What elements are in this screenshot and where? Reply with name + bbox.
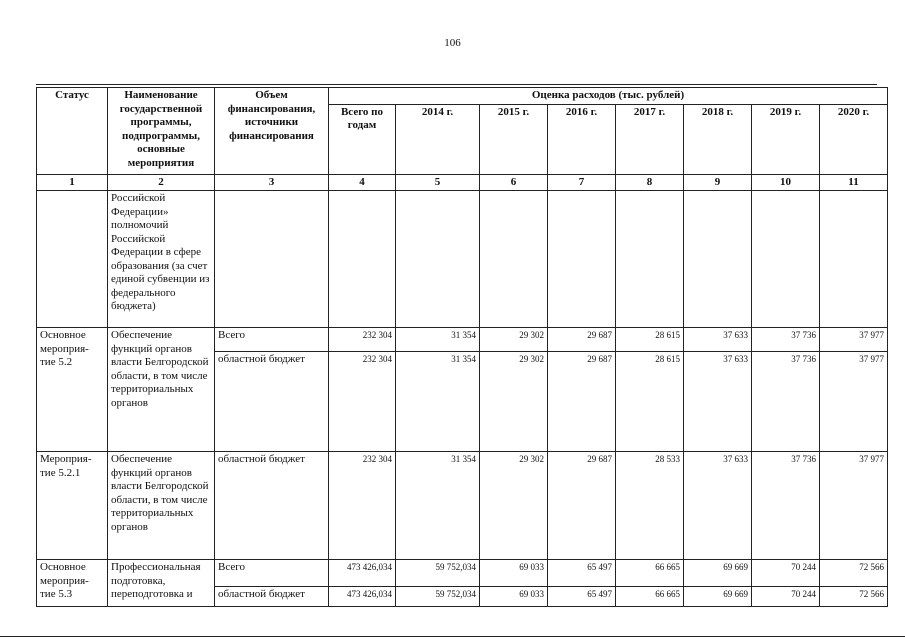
page-number: 106: [444, 37, 461, 49]
table-row: [37, 452, 888, 560]
value-2016: 29 687: [548, 452, 616, 560]
value-2015: 29 302: [480, 452, 548, 560]
name-cell: Обеспечение функций органов власти Белгородской области, в том числе территориальных органов: [108, 328, 215, 452]
value-2015: 29 302: [480, 352, 548, 452]
name-cell: Российской Федерации» полномочий Российской Федерации в сфере образования (за счет единой субвенции из федерального бюджета): [108, 191, 215, 328]
value-2018: 69 669: [684, 587, 752, 607]
value-2020: 37 977: [820, 452, 888, 560]
value-2015: 69 033: [480, 560, 548, 587]
status-cell: Основное мероприя-тие 5.2: [37, 328, 108, 452]
value-cell: [396, 191, 480, 328]
value-2019: 37 736: [752, 352, 820, 452]
header-year-2020: 2020 г.: [820, 104, 888, 174]
table-row: [37, 560, 888, 587]
value-2019: 37 736: [752, 452, 820, 560]
column-number: 7: [548, 174, 616, 191]
status-cell: Мероприя-тие 5.2.1: [37, 452, 108, 560]
table-row: [37, 328, 888, 352]
value-2016: 65 497: [548, 587, 616, 607]
name-cell: Профессиональная подготовка, переподготовка и: [108, 560, 215, 607]
value-cell: [616, 191, 684, 328]
status-cell: [37, 191, 108, 328]
value-2014: 59 752,034: [396, 587, 480, 607]
value-2018: 37 633: [684, 352, 752, 452]
value-total: 232 304: [329, 328, 396, 352]
value-2015: 29 302: [480, 328, 548, 352]
value-2018: 37 633: [684, 452, 752, 560]
value-2020: 37 977: [820, 352, 888, 452]
header-year-2016: 2016 г.: [548, 104, 616, 174]
source-cell: областной бюджет: [215, 352, 329, 452]
source-cell: [215, 191, 329, 328]
value-2019: 37 736: [752, 328, 820, 352]
value-2020: 72 566: [820, 587, 888, 607]
header-year-2015: 2015 г.: [480, 104, 548, 174]
value-2014: 31 354: [396, 328, 480, 352]
column-number: 9: [684, 174, 752, 191]
header-year-2018: 2018 г.: [684, 104, 752, 174]
value-total: 232 304: [329, 452, 396, 560]
value-2017: 28 615: [616, 352, 684, 452]
value-2015: 69 033: [480, 587, 548, 607]
value-2016: 65 497: [548, 560, 616, 587]
bottom-frame-line: [0, 636, 905, 637]
value-total: 473 426,034: [329, 560, 396, 587]
source-cell: Всего: [215, 560, 329, 587]
value-2020: 72 566: [820, 560, 888, 587]
value-2017: 28 533: [616, 452, 684, 560]
value-cell: [329, 191, 396, 328]
top-frame-line: [36, 84, 877, 85]
header-year-2014: 2014 г.: [396, 104, 480, 174]
column-number-row: [37, 174, 888, 191]
value-2014: 59 752,034: [396, 560, 480, 587]
value-cell: [820, 191, 888, 328]
header-year-2019: 2019 г.: [752, 104, 820, 174]
value-2017: 66 665: [616, 587, 684, 607]
value-2014: 31 354: [396, 452, 480, 560]
budget-table: [36, 87, 888, 607]
value-total: 473 426,034: [329, 587, 396, 607]
table-row: [37, 191, 888, 328]
value-total: 232 304: [329, 352, 396, 452]
value-cell: [480, 191, 548, 328]
value-2017: 66 665: [616, 560, 684, 587]
value-2014: 31 354: [396, 352, 480, 452]
value-2020: 37 977: [820, 328, 888, 352]
value-cell: [548, 191, 616, 328]
value-2017: 28 615: [616, 328, 684, 352]
value-2019: 70 244: [752, 560, 820, 587]
value-2016: 29 687: [548, 352, 616, 452]
header-estimate: Оценка расходов (тыс. рублей): [329, 88, 888, 105]
column-number: 5: [396, 174, 480, 191]
header-year-2017: 2017 г.: [616, 104, 684, 174]
header-name: Наименование государственной программы, подпрограммы, основные мероприятия: [108, 88, 215, 175]
source-cell: Всего: [215, 328, 329, 352]
value-cell: [752, 191, 820, 328]
column-number: 2: [108, 174, 215, 191]
status-cell: Основное мероприя-тие 5.3: [37, 560, 108, 607]
source-cell: областной бюджет: [215, 587, 329, 607]
value-2018: 37 633: [684, 328, 752, 352]
column-number: 10: [752, 174, 820, 191]
value-2018: 69 669: [684, 560, 752, 587]
name-cell: Обеспечение функций органов власти Белгородской области, в том числе территориальных органов: [108, 452, 215, 560]
column-number: 3: [215, 174, 329, 191]
header-total: Всего по годам: [329, 104, 396, 174]
header-status: Статус: [37, 88, 108, 175]
column-number: 1: [37, 174, 108, 191]
column-number: 6: [480, 174, 548, 191]
column-number: 4: [329, 174, 396, 191]
source-cell: областной бюджет: [215, 452, 329, 560]
value-cell: [684, 191, 752, 328]
value-2016: 29 687: [548, 328, 616, 352]
value-2019: 70 244: [752, 587, 820, 607]
column-number: 8: [616, 174, 684, 191]
column-number: 11: [820, 174, 888, 191]
header-volume: Объем финансирования, источники финансирования: [215, 88, 329, 175]
